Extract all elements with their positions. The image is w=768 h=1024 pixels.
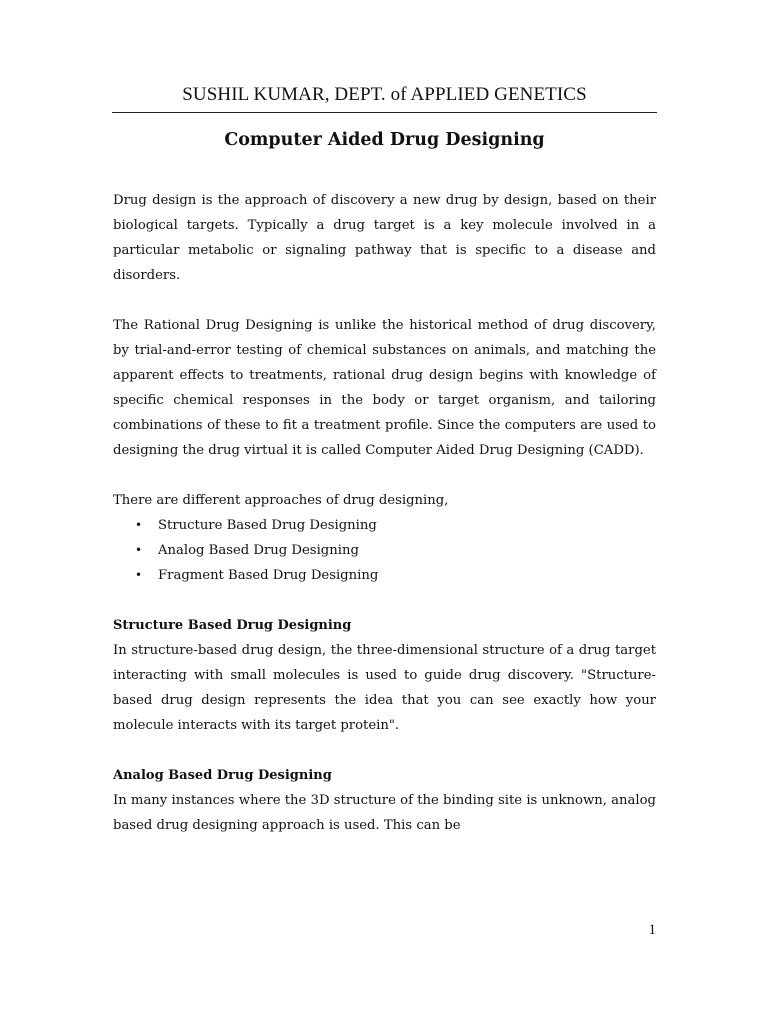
list-item-text: Structure Based Drug Designing [158,518,377,533]
approaches-list [113,513,656,588]
bullet-icon: • [135,518,143,532]
page-number: 1 [648,922,656,938]
list-item [113,513,656,538]
document-title: Computer Aided Drug Designing [224,130,545,150]
document-body [113,188,656,838]
bullet-icon: • [135,568,143,582]
section-heading-analog-based: Analog Based Drug Designing [113,768,332,783]
running-header: SUSHIL KUMAR, DEPT. of APPLIED GENETICS [182,84,587,105]
list-item-text: Analog Based Drug Designing [158,543,359,558]
list-item-text: Fragment Based Drug Designing [158,568,379,583]
section-text-analog-based: In many instances where the 3D structure of the binding site is unknown, analog based drug designing approach is used. This can be [113,793,656,833]
paragraph-intro: Drug design is the approach of discovery a new drug by design, based on their biological targets. Typically a drug target is a key molecule involved in a particular metabolic or signaling pathway that is specific to a disease and disorders. [113,193,656,283]
header-rule [112,112,657,113]
section-text-structure-based: In structure-based drug design, the three-dimensional structure of a drug target interacting with small molecules is used to guide drug discovery. "Structure-based drug design represents the idea that you can see exactly how your molecule interacts with its target protein". [113,643,656,733]
list-item [113,563,656,588]
list-item [113,538,656,563]
bullet-icon: • [135,543,143,557]
paragraph-approaches: There are different approaches of drug designing, [113,493,449,508]
section-heading-structure-based: Structure Based Drug Designing [113,618,352,633]
paragraph-rational-design: The Rational Drug Designing is unlike the historical method of drug discovery, by trial-and-error testing of chemical substances on animals, and matching the apparent effects to treatments, rational drug design begins with knowledge of specific chemical responses in the body or target organism, and tailoring combinations of these to fit a treatment profile. Since the computers are used to designing the drug virtual it is called Computer Aided Drug Designing (CADD). [113,318,656,458]
